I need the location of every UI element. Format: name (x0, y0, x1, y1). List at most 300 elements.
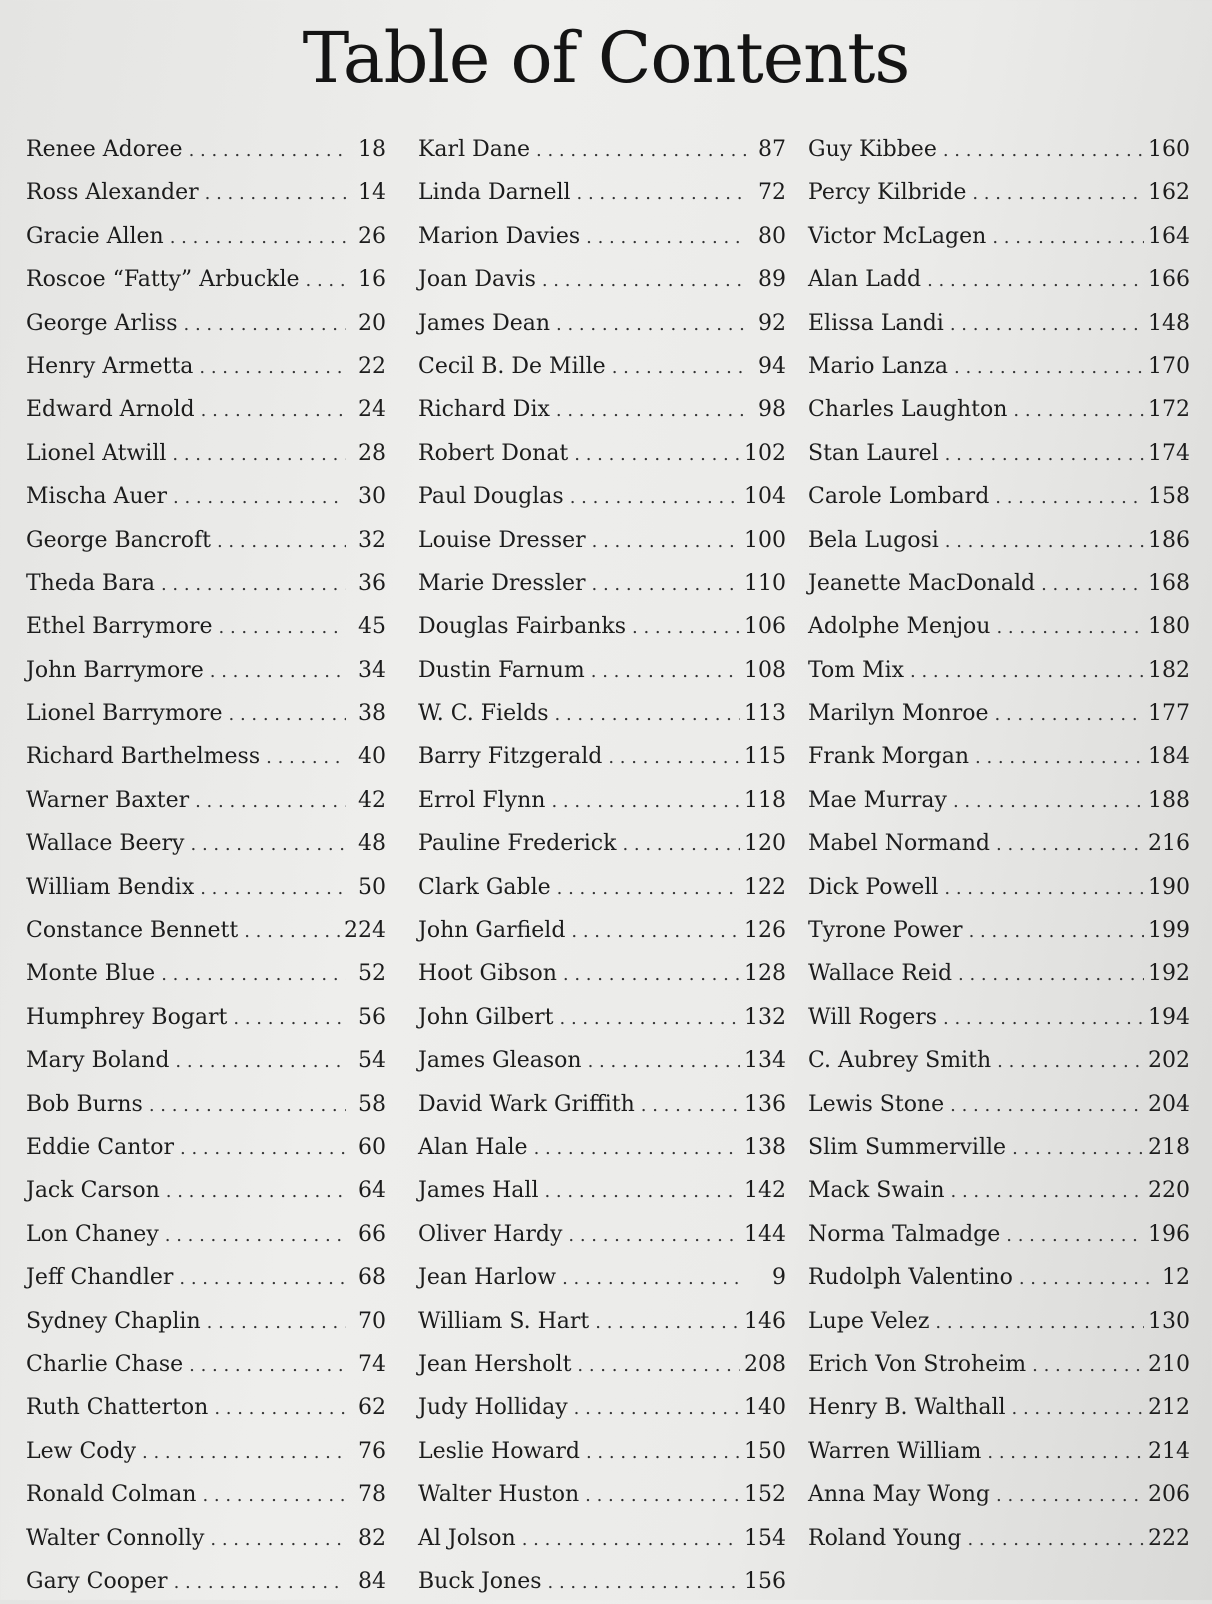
dot-leader (1012, 1127, 1144, 1170)
toc-entry-page-number: 16 (358, 267, 386, 293)
toc-entry-name: George Bancroft (26, 527, 211, 553)
toc-entry-name: Charles Laughton (808, 397, 1008, 423)
toc-entry (808, 388, 1190, 431)
toc-entry (418, 432, 786, 475)
dot-leader (195, 780, 346, 823)
toc-entry-name: Robert Donat (418, 440, 569, 466)
toc-entry-name: Jeff Chandler (26, 1265, 174, 1291)
dot-leader (202, 1474, 346, 1517)
toc-entry (418, 302, 786, 345)
toc-entry-page-number: 102 (744, 440, 786, 466)
toc-entry-page-number: 220 (1148, 1178, 1190, 1204)
page-title: Table of Contents (302, 17, 910, 99)
toc-entry (418, 562, 786, 605)
toc-entry-name: Bela Lugosi (808, 527, 939, 553)
toc-entry-name: Sydney Chaplin (26, 1308, 201, 1334)
toc-entry (26, 519, 386, 562)
toc-entry-name: Jack Carson (26, 1178, 160, 1204)
toc-entry-page-number: 184 (1148, 744, 1190, 770)
dot-leader (551, 780, 740, 823)
toc-entry-name: James Gleason (418, 1048, 582, 1074)
toc-entry (808, 1169, 1190, 1212)
dot-leader (954, 346, 1144, 389)
toc-entry (418, 605, 786, 648)
toc-entry-page-number: 206 (1148, 1482, 1190, 1508)
toc-entry (808, 1083, 1190, 1126)
toc-entry (808, 432, 1190, 475)
dot-leader (608, 736, 740, 779)
toc-entry-page-number: 54 (358, 1048, 386, 1074)
toc-entry (808, 475, 1190, 518)
toc-entry-page-number: 202 (1148, 1048, 1190, 1074)
dot-leader (172, 433, 346, 476)
toc-entry-page-number: 210 (1148, 1351, 1190, 1377)
toc-entry-name: Walter Huston (418, 1482, 580, 1508)
toc-entry-name: C. Aubrey Smith (808, 1048, 992, 1074)
dot-leader (166, 1170, 346, 1213)
toc-entry-name: Cecil B. De Mille (418, 353, 606, 379)
toc-entry-name: Adolphe Menjou (808, 614, 991, 640)
dot-leader (534, 1127, 740, 1170)
toc-entry-name: Jeanette MacDonald (808, 570, 1036, 596)
toc-entry (26, 128, 386, 171)
toc-entry-name: David Wark Griffith (418, 1091, 635, 1117)
dot-leader (585, 1474, 740, 1517)
toc-entry (808, 952, 1190, 995)
toc-entry-name: Lon Chaney (26, 1221, 159, 1247)
toc-entry-page-number: 20 (358, 310, 386, 336)
toc-entry (26, 866, 386, 909)
dot-leader (201, 389, 346, 432)
toc-entry (808, 1517, 1190, 1560)
toc-entry-page-number: 42 (358, 787, 386, 813)
toc-entry (808, 1430, 1190, 1473)
dot-leader (563, 953, 740, 996)
toc-entry (26, 649, 386, 692)
toc-entry-page-number: 158 (1148, 484, 1190, 510)
toc-entry-name: Renee Adoree (26, 137, 183, 162)
toc-entry-name: Clark Gable (418, 874, 551, 900)
toc-entry-name: Mary Boland (26, 1048, 170, 1074)
toc-entry-page-number: 78 (358, 1482, 386, 1508)
toc-entry (418, 1300, 786, 1343)
dot-leader (306, 259, 346, 302)
toc-entry-page-number: 66 (358, 1221, 386, 1247)
toc-entry-page-number: 162 (1148, 180, 1190, 206)
toc-entry-name: Alan Hale (418, 1134, 528, 1160)
toc-entry (808, 1473, 1190, 1516)
toc-entry-name: Louise Dresser (418, 527, 586, 553)
toc-entry (26, 735, 386, 778)
toc-entry (808, 1300, 1190, 1343)
contents-column-1 (26, 128, 386, 1603)
toc-entry-page-number: 80 (758, 223, 786, 249)
toc-entry-name: Eddie Cantor (26, 1134, 174, 1160)
dot-leader (935, 1301, 1144, 1344)
toc-entry (418, 215, 786, 258)
toc-entry-name: Mischa Auer (26, 484, 168, 510)
dot-leader (542, 259, 746, 302)
toc-entry-page-number: 98 (758, 397, 786, 423)
toc-entry (808, 1039, 1190, 1082)
toc-entry-name: Charlie Chase (26, 1351, 184, 1377)
toc-entry-name: Norma Talmadge (808, 1221, 1001, 1247)
toc-entry-name: Edward Arnold (26, 397, 195, 423)
toc-entry-page-number: 70 (358, 1308, 386, 1334)
toc-entry (808, 1213, 1190, 1256)
toc-entry-name: Paul Douglas (418, 484, 564, 510)
toc-entry-page-number: 89 (758, 267, 786, 293)
toc-entry-page-number: 204 (1148, 1091, 1190, 1117)
toc-entry (26, 1256, 386, 1299)
dot-leader (189, 1344, 346, 1387)
toc-entry (418, 1256, 786, 1299)
toc-entry (418, 692, 786, 735)
toc-entry-page-number: 136 (744, 1091, 786, 1117)
toc-entry (26, 432, 386, 475)
dot-leader (207, 1301, 346, 1344)
toc-entry-name: Elissa Landi (808, 310, 944, 336)
toc-entry-name: Theda Bara (26, 570, 155, 596)
dot-leader (568, 1214, 740, 1257)
toc-entry-name: Lupe Velez (808, 1308, 930, 1334)
toc-entry-name: Mae Murray (808, 787, 947, 813)
dot-leader (233, 997, 346, 1040)
toc-entry-page-number: 126 (744, 918, 786, 944)
dot-leader (244, 910, 340, 953)
dot-leader (557, 867, 740, 910)
toc-entry-page-number: 188 (1148, 787, 1190, 813)
dot-leader (1012, 1387, 1144, 1430)
dot-leader (944, 867, 1144, 910)
toc-entry-page-number: 36 (358, 570, 386, 596)
dot-leader (612, 346, 746, 389)
toc-entry-name: Alan Ladd (808, 267, 922, 293)
toc-entry (418, 822, 786, 865)
toc-entry-name: Percy Kilbride (808, 180, 967, 206)
toc-entry-name: Marilyn Monroe (808, 701, 989, 727)
toc-entry-page-number: 208 (744, 1351, 786, 1377)
toc-entry-name: Marie Dressler (418, 570, 586, 596)
toc-entry-name: Dustin Farnum (418, 657, 585, 683)
toc-entry-page-number: 72 (758, 180, 786, 206)
toc-entry-name: Wallace Beery (26, 831, 185, 857)
dot-leader (586, 1431, 740, 1474)
toc-entry (26, 909, 386, 952)
toc-entry (808, 302, 1190, 345)
dot-leader (217, 520, 346, 563)
toc-entry-page-number: 50 (358, 874, 386, 900)
dot-leader (170, 216, 346, 259)
dot-leader (996, 1474, 1144, 1517)
dot-leader (562, 1257, 746, 1300)
toc-entry-page-number: 128 (744, 961, 786, 987)
contents-columns (0, 128, 1212, 1594)
dot-leader (200, 867, 346, 910)
toc-entry (808, 649, 1190, 692)
toc-entry (418, 128, 786, 171)
toc-entry-name: Marion Davies (418, 223, 581, 249)
toc-entry-name: Ethel Barrymore (26, 614, 213, 640)
toc-entry-page-number: 132 (744, 1004, 786, 1030)
toc-entry (808, 909, 1190, 952)
toc-entry (808, 1256, 1190, 1299)
toc-entry (26, 562, 386, 605)
dot-leader (975, 736, 1144, 779)
toc-entry-name: Rudolph Valentino (808, 1265, 1013, 1291)
toc-entry-page-number: 214 (1148, 1438, 1190, 1464)
toc-entry-page-number: 40 (358, 744, 386, 770)
toc-entry-name: Lionel Atwill (26, 440, 167, 466)
toc-entry-name: William Bendix (26, 874, 195, 900)
toc-entry-page-number: 174 (1148, 440, 1190, 466)
toc-entry (808, 258, 1190, 301)
toc-entry-name: Warner Baxter (26, 787, 190, 813)
toc-entry-name: Constance Bennett (26, 918, 239, 944)
toc-entry (26, 345, 386, 388)
toc-entry-page-number: 28 (358, 440, 386, 466)
dot-leader (544, 1170, 740, 1213)
dot-leader (577, 172, 746, 215)
toc-entry-name: Tyrone Power (808, 918, 963, 944)
dot-leader (945, 520, 1144, 563)
toc-entry-page-number: 106 (744, 614, 786, 640)
toc-entry (418, 388, 786, 431)
dot-leader (173, 476, 346, 519)
toc-entry-name: John Gilbert (418, 1004, 554, 1030)
dot-leader (622, 823, 740, 866)
toc-entry-name: Roland Young (808, 1525, 962, 1551)
toc-entry-name: Erich Von Stroheim (808, 1351, 1027, 1377)
dot-leader (1032, 1344, 1144, 1387)
dot-leader (958, 953, 1144, 996)
toc-entry-page-number: 118 (744, 787, 786, 813)
toc-entry (26, 1343, 386, 1386)
toc-entry-page-number: 144 (744, 1221, 786, 1247)
toc-entry (26, 1560, 386, 1603)
toc-entry-name: Barry Fitzgerald (418, 744, 603, 770)
toc-entry-page-number: 56 (358, 1004, 386, 1030)
toc-entry-page-number: 64 (358, 1178, 386, 1204)
toc-entry-page-number: 108 (744, 657, 786, 683)
toc-entry (26, 996, 386, 1039)
toc-entry-name: Carole Lombard (808, 484, 990, 510)
toc-entry (418, 258, 786, 301)
toc-entry (26, 1083, 386, 1126)
toc-entry (808, 562, 1190, 605)
toc-entry (418, 735, 786, 778)
dot-leader (210, 650, 346, 693)
toc-entry (26, 302, 386, 345)
toc-entry-page-number: 68 (358, 1265, 386, 1291)
toc-entry (26, 1169, 386, 1212)
toc-entry-page-number: 76 (358, 1438, 386, 1464)
toc-entry (808, 866, 1190, 909)
toc-entry (418, 996, 786, 1039)
toc-entry-name: Ross Alexander (26, 180, 199, 206)
toc-entry-name: Tom Mix (808, 657, 905, 683)
toc-entry (808, 779, 1190, 822)
toc-entry-name: Slim Summerville (808, 1134, 1007, 1160)
toc-entry (808, 1343, 1190, 1386)
toc-entry (808, 171, 1190, 214)
toc-entry-page-number: 38 (358, 701, 386, 727)
dot-leader (943, 997, 1144, 1040)
toc-entry-page-number: 190 (1148, 874, 1190, 900)
toc-entry (26, 822, 386, 865)
toc-entry (808, 128, 1190, 171)
dot-leader (997, 1040, 1144, 1083)
toc-entry-page-number: 48 (358, 831, 386, 857)
dot-leader (586, 216, 746, 259)
toc-entry-name: Henry B. Walthall (808, 1395, 1006, 1421)
toc-entry (418, 519, 786, 562)
toc-entry-page-number: 32 (358, 527, 386, 553)
toc-entry-page-number: 82 (358, 1525, 386, 1551)
dot-leader (632, 606, 740, 649)
dot-leader (592, 563, 740, 606)
toc-entry-name: Ronald Colman (26, 1482, 197, 1508)
toc-entry-name: Judy Holliday (418, 1395, 568, 1421)
dot-leader (951, 1170, 1144, 1213)
toc-entry-name: Ruth Chatterton (26, 1395, 209, 1421)
toc-entry (418, 1473, 786, 1516)
toc-entry (808, 605, 1190, 648)
dot-leader (910, 650, 1144, 693)
toc-entry-page-number: 18 (358, 137, 386, 162)
dot-leader (149, 1084, 346, 1127)
dot-leader (591, 650, 740, 693)
toc-entry-name: Errol Flynn (418, 787, 546, 813)
dot-leader (189, 129, 346, 172)
dot-leader (174, 1561, 346, 1604)
toc-entry-name: Frank Morgan (808, 744, 970, 770)
toc-entry-page-number: 140 (744, 1395, 786, 1421)
toc-entry-name: Victor McLagen (808, 223, 987, 249)
toc-entry (808, 996, 1190, 1039)
toc-entry-name: Lew Cody (26, 1438, 137, 1464)
toc-entry (808, 692, 1190, 735)
toc-entry-name: John Garfield (418, 918, 566, 944)
toc-entry-page-number: 192 (1148, 961, 1190, 987)
toc-entry-name: George Arliss (26, 310, 178, 336)
toc-entry-name: Guy Kibbee (808, 137, 937, 162)
toc-entry-name: Stan Laurel (808, 440, 939, 466)
toc-entry-page-number: 92 (758, 310, 786, 336)
dot-leader (950, 303, 1144, 346)
toc-entry-page-number: 30 (358, 484, 386, 510)
toc-entry-page-number: 199 (1148, 918, 1190, 944)
toc-entry (418, 1083, 786, 1126)
toc-entry (808, 519, 1190, 562)
toc-entry-name: Lionel Barrymore (26, 701, 223, 727)
dot-leader (953, 780, 1144, 823)
dot-leader (180, 1127, 346, 1170)
dot-leader (199, 346, 346, 389)
dot-leader (184, 303, 346, 346)
dot-leader (191, 823, 347, 866)
toc-entry-name: Buck Jones (418, 1568, 542, 1594)
toc-entry-page-number: 84 (358, 1568, 386, 1594)
toc-entry (26, 1039, 386, 1082)
dot-leader (179, 1257, 346, 1300)
toc-entry (26, 779, 386, 822)
toc-entry-name: Monte Blue (26, 961, 156, 987)
toc-entry-name: Mario Lanza (808, 353, 949, 379)
dot-leader (996, 606, 1144, 649)
toc-entry (26, 215, 386, 258)
dot-leader (995, 476, 1144, 519)
toc-entry (26, 1430, 386, 1473)
toc-entry (418, 649, 786, 692)
toc-entry-name: Oliver Hardy (418, 1221, 563, 1247)
toc-entry-page-number: 60 (358, 1134, 386, 1160)
toc-entry (418, 952, 786, 995)
toc-entry-name: William S. Hart (418, 1308, 590, 1334)
toc-entry-name: Hoot Gibson (418, 961, 557, 987)
dot-leader (592, 520, 740, 563)
toc-entry-page-number: 222 (1148, 1525, 1190, 1551)
toc-entry-page-number: 196 (1148, 1221, 1190, 1247)
toc-entry-page-number: 156 (744, 1568, 786, 1594)
toc-entry-page-number: 152 (744, 1482, 786, 1508)
toc-entry-page-number: 34 (358, 657, 386, 683)
dot-leader (210, 1518, 346, 1561)
toc-entry-page-number: 170 (1148, 353, 1190, 379)
toc-entry-name: Linda Darnell (418, 180, 571, 206)
toc-entry-page-number: 62 (358, 1395, 386, 1421)
dot-leader (161, 953, 346, 996)
dot-leader (577, 1344, 740, 1387)
toc-entry-page-number: 100 (744, 527, 786, 553)
toc-entry-name: Pauline Frederick (418, 831, 617, 857)
toc-entry (418, 1343, 786, 1386)
dot-leader (945, 433, 1144, 476)
toc-entry-page-number: 154 (744, 1525, 786, 1551)
toc-entry-name: Mabel Normand (808, 831, 991, 857)
dot-leader (1006, 1214, 1144, 1257)
dot-leader (556, 303, 746, 346)
dot-leader (641, 1084, 740, 1127)
toc-entry-name: Lewis Stone (808, 1091, 945, 1117)
dot-leader (570, 476, 740, 519)
toc-entry-name: Jean Hersholt (418, 1351, 572, 1377)
toc-entry-page-number: 26 (358, 223, 386, 249)
toc-entry (418, 866, 786, 909)
dot-leader (560, 997, 740, 1040)
toc-entry-name: Jean Harlow (418, 1265, 557, 1291)
toc-entry-page-number: 104 (744, 484, 786, 510)
toc-entry-page-number: 14 (358, 180, 386, 206)
toc-entry-page-number: 12 (1162, 1265, 1190, 1291)
toc-entry-page-number: 164 (1148, 223, 1190, 249)
toc-entry-name: Joan Davis (418, 267, 536, 293)
toc-entry (26, 1473, 386, 1516)
contents-column-3 (808, 128, 1190, 1560)
toc-entry-page-number: 122 (744, 874, 786, 900)
dot-leader (927, 259, 1144, 302)
toc-entry-name: Richard Dix (418, 397, 550, 423)
toc-entry-page-number: 94 (758, 353, 786, 379)
toc-entry (808, 345, 1190, 388)
toc-entry (26, 1300, 386, 1343)
toc-entry (418, 171, 786, 214)
dot-leader (995, 693, 1144, 736)
dot-leader (229, 693, 347, 736)
toc-entry-page-number: 9 (772, 1265, 786, 1291)
toc-entry-name: Will Rogers (808, 1004, 938, 1030)
toc-entry-name: W. C. Fields (418, 701, 549, 727)
